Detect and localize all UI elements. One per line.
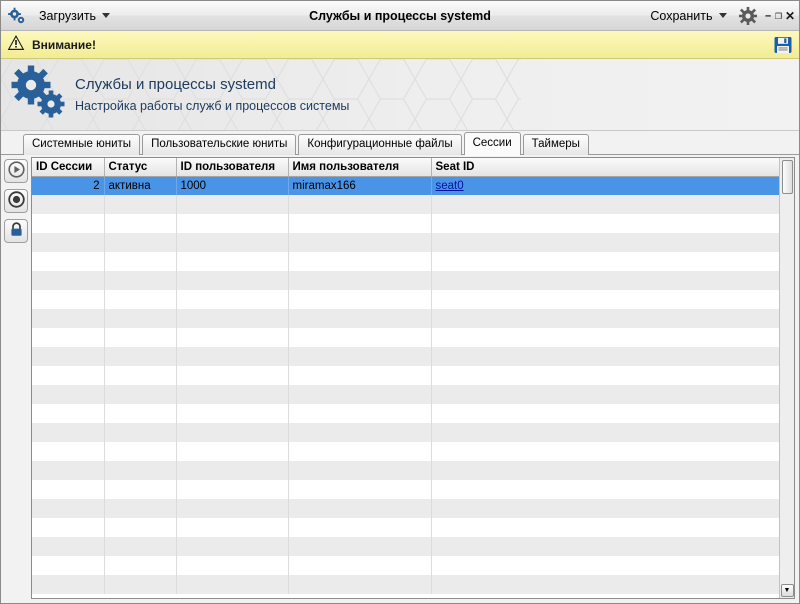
gear-icon[interactable] — [737, 5, 759, 27]
cell-seat-id[interactable]: seat0 — [431, 176, 779, 195]
lock-icon — [8, 221, 25, 241]
warning-triangle-icon — [7, 34, 25, 55]
table-row[interactable] — [32, 271, 779, 290]
banner-icon-wrap — [1, 65, 75, 124]
column-header-seat-id[interactable]: Seat ID — [431, 158, 779, 176]
floppy-save-icon[interactable] — [773, 35, 793, 55]
tab-user-units[interactable]: Пользовательские юниты — [142, 134, 296, 155]
vertical-scrollbar[interactable] — [779, 158, 794, 598]
table-row[interactable] — [32, 195, 779, 214]
title-bar-right — [646, 5, 795, 27]
table-row[interactable] — [32, 480, 779, 499]
load-menu-label: Загрузить — [39, 8, 97, 23]
table-row[interactable] — [32, 176, 779, 195]
content-area — [1, 155, 799, 603]
scroll-down-button[interactable]: ▼ — [781, 584, 794, 597]
table-row[interactable] — [32, 518, 779, 537]
cell-session-id: 2 — [32, 176, 104, 195]
warning-bar — [1, 31, 799, 59]
cell-user-name: miramax166 — [288, 176, 431, 195]
chevron-down-icon — [719, 13, 727, 18]
table-row[interactable] — [32, 214, 779, 233]
chevron-down-icon — [102, 13, 110, 18]
tab-strip — [1, 131, 799, 155]
banner-subtitle: Настройка работы служб и процессов системы — [75, 99, 350, 113]
maximize-button[interactable]: ❐ — [774, 8, 782, 23]
column-header-session-id[interactable]: ID Сессии — [32, 158, 104, 176]
sessions-table-area — [32, 158, 779, 598]
sessions-table-wrap — [31, 157, 795, 599]
column-header-status[interactable]: Статус — [104, 158, 176, 176]
column-header-user-id[interactable]: ID пользователя — [176, 158, 288, 176]
table-row[interactable] — [32, 252, 779, 271]
table-row[interactable] — [32, 461, 779, 480]
sessions-table — [32, 158, 779, 594]
save-menu-label: Сохранить — [650, 8, 713, 23]
warning-text: Внимание! — [32, 37, 96, 52]
column-header-user-name[interactable]: Имя пользователя — [288, 158, 431, 176]
start-session-button[interactable] — [4, 159, 28, 183]
minimize-button[interactable]: – — [764, 8, 772, 23]
window-title: Службы и процессы systemd — [309, 8, 491, 23]
table-row[interactable] — [32, 556, 779, 575]
table-row[interactable] — [32, 366, 779, 385]
table-row[interactable] — [32, 309, 779, 328]
lock-session-button[interactable] — [4, 219, 28, 243]
save-menu-button[interactable] — [646, 7, 730, 25]
title-bar-left — [7, 6, 114, 26]
window-controls — [765, 10, 796, 22]
play-circle-icon — [8, 161, 25, 181]
table-body — [32, 176, 779, 594]
cell-status: активна — [104, 176, 176, 195]
terminate-session-button[interactable] — [4, 189, 28, 213]
scrollbar-thumb[interactable] — [782, 160, 793, 194]
table-row[interactable] — [32, 347, 779, 366]
banner — [1, 59, 799, 131]
table-row[interactable] — [32, 385, 779, 404]
table-row[interactable] — [32, 442, 779, 461]
table-header-row — [32, 158, 779, 176]
table-row[interactable] — [32, 537, 779, 556]
table-row[interactable] — [32, 233, 779, 252]
close-button[interactable]: ✕ — [784, 8, 795, 23]
gears-icon — [7, 6, 27, 26]
banner-title: Службы и процессы systemd — [75, 76, 276, 93]
side-toolbar — [1, 155, 31, 599]
gears-icon — [8, 65, 68, 124]
cell-user-id: 1000 — [176, 176, 288, 195]
table-row[interactable] — [32, 499, 779, 518]
tab-sessions[interactable]: Сессии — [464, 132, 521, 155]
tab-config-files[interactable]: Конфигурационные файлы — [298, 134, 461, 155]
record-circle-icon — [8, 191, 25, 211]
tab-system-units[interactable]: Системные юниты — [23, 134, 140, 155]
banner-text — [75, 76, 349, 113]
table-row[interactable] — [32, 328, 779, 347]
table-row[interactable] — [32, 404, 779, 423]
table-row[interactable] — [32, 575, 779, 594]
table-row[interactable] — [32, 290, 779, 309]
load-menu-button[interactable] — [35, 7, 114, 25]
tab-timers[interactable]: Таймеры — [523, 134, 589, 155]
table-row[interactable] — [32, 423, 779, 442]
title-bar — [1, 1, 799, 31]
